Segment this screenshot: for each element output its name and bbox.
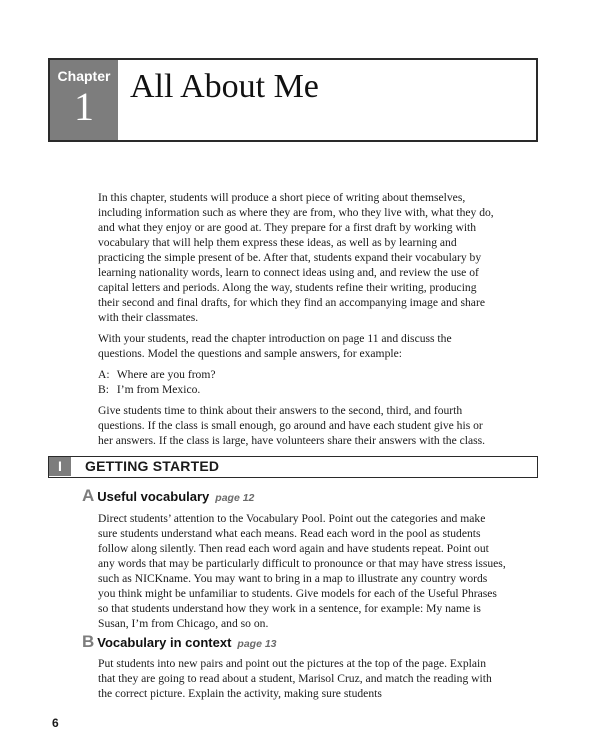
intro-p2: With your students, read the chapter introduction on page 11 and discuss the questions. Model the questions and sample answers, for example: — [98, 332, 452, 360]
subsection-b-text: Put students into new pairs and point out the pictures at the top of the page. Explain that they are going to read about a student, Marisol Cruz, and match the reading with the correct picture. Explain the activity, making sure students — [98, 657, 492, 700]
dialog-speaker: A: — [98, 368, 110, 381]
subsection-title: Vocabulary in context — [97, 635, 232, 650]
dialog-text: I’m from Mexico. — [116, 383, 201, 396]
intro-paragraph-2 — [98, 331, 498, 361]
intro-p3: Give students time to think about their answers to the second, third, and fourth questions. If the class is small enough, go around and have each student give his or her answers. If the class is large, have volunteers share their answers with the class. — [98, 404, 486, 447]
chapter-title: All About Me — [130, 68, 319, 105]
chapter-header — [48, 58, 538, 142]
dialog-speaker: B: — [98, 383, 109, 396]
dialog-line — [98, 382, 498, 397]
page-reference: page 12 — [215, 492, 255, 504]
intro-paragraph-3 — [98, 403, 498, 448]
page-reference: page 13 — [237, 638, 277, 650]
subsection-letter: B — [82, 632, 95, 651]
section-header — [48, 456, 538, 478]
page-number: 6 — [52, 716, 59, 730]
intro-text — [98, 190, 498, 454]
chapter-number: 1 — [74, 84, 94, 129]
chapter-tab — [50, 60, 118, 140]
subsection-title: Useful vocabulary — [97, 489, 210, 504]
intro-p1: In this chapter, students will produce a short piece of writing about themselves, including information such as where they are from, who they live with, what they do, and what they enjoy or are good at. They prepare for a first draft by working with vocabulary that will help them express these ideas, as well as by learning and practicing the simple present of be. After that, students expand their vocabulary by learning nationality words, learn to connect ideas using and, and review the use of capital letters and periods. Along the way, students refine their writing, producing their second and final drafts, for which they find an accompanying image and share with their classmates. — [98, 191, 494, 324]
subsection-b-heading — [82, 632, 277, 652]
intro-paragraph-1 — [98, 190, 498, 325]
subsection-letter: A — [82, 486, 95, 505]
dialog-line — [98, 367, 498, 382]
subsection-a-heading — [82, 486, 254, 506]
subsection-a-text: Direct students’ attention to the Vocabulary Pool. Point out the categories and make sure students understand what each means. Read each word in the pool as students follow along silently. Then read each word again and have students repeat. Point out any words that may be particularly difficult to pronounce or that may have stress issues, such as NICKname. You may want to bring in a map to illustrate any country words you think might be unfamiliar to students. Give models for each of the Useful Phrases so that students understand how they work in a sentence, for example: My name is Susan, I’m from Chicago, and so on. — [98, 512, 506, 630]
section-title: GETTING STARTED — [85, 458, 220, 474]
dialog-text: Where are you from? — [116, 368, 216, 381]
chapter-label: Chapter — [57, 68, 111, 84]
section-number: I — [49, 457, 71, 476]
